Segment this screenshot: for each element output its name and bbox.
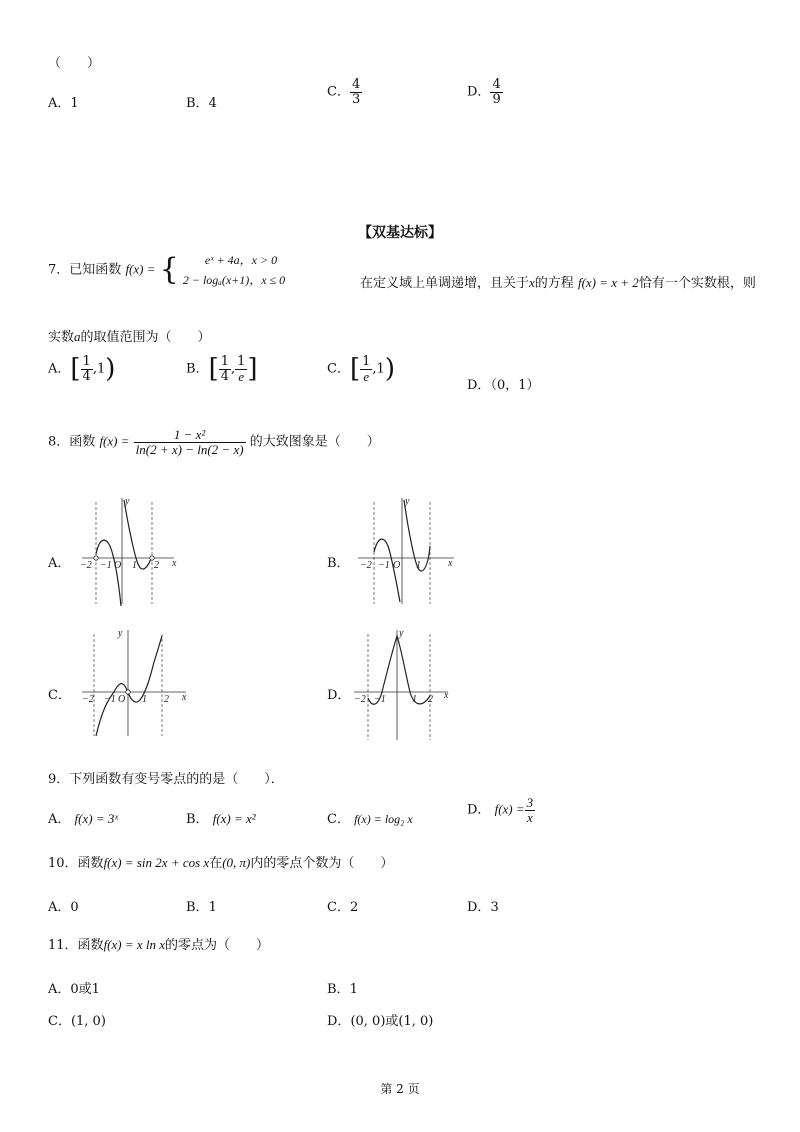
tick-label: 1 <box>142 694 147 705</box>
section-title: 【双基达标】 <box>358 225 442 241</box>
q7-stem-line2 <box>48 326 211 345</box>
option-label: B． <box>186 812 209 827</box>
option-label: A． <box>48 361 71 377</box>
option-value: （0，1） <box>490 378 540 393</box>
case-1: eˣ + 4a，x > 0 <box>204 253 278 267</box>
q7-var: x <box>529 275 535 290</box>
option-value: 2 <box>349 900 359 915</box>
q10-prefix: 函数 <box>77 856 104 871</box>
axis-label: y <box>125 496 130 507</box>
piecewise-cases <box>183 250 285 290</box>
option-value: 1 <box>208 900 217 915</box>
q9-option-b <box>186 808 256 827</box>
q7-stem-cont <box>360 272 756 291</box>
numerator: 1 <box>82 353 91 369</box>
open-point <box>126 690 130 694</box>
q6-option-a <box>48 92 79 111</box>
tick-label: 2 <box>154 560 159 571</box>
fraction <box>235 355 247 383</box>
option-label: A． <box>48 96 71 111</box>
fraction <box>219 355 231 383</box>
value: 1 <box>96 361 106 377</box>
q10-option-a <box>48 896 79 915</box>
numerator: 1 <box>362 353 371 369</box>
q7-equation: f(x) = x + 2 <box>577 275 639 290</box>
tick-label: O <box>393 560 401 571</box>
axis-label: x <box>448 558 453 569</box>
tick-label: 1 <box>132 560 137 571</box>
q8-stem <box>48 428 380 456</box>
q7-line2b: 的取值范围为（ ） <box>80 330 211 345</box>
option-label: D． <box>467 378 491 393</box>
option-label: D． <box>467 900 491 915</box>
q10-option-c <box>327 896 358 915</box>
tick-label: −2 <box>80 560 92 571</box>
q8-prefix: 函数 <box>69 434 96 450</box>
denominator: 4 <box>82 368 91 384</box>
tick-label: −1 <box>100 560 112 571</box>
q8-option-b-label: B． <box>327 556 350 571</box>
numerator: 3 <box>526 795 534 810</box>
question-number: 8． <box>48 434 70 450</box>
option-value: (1, 0) <box>70 1014 106 1029</box>
bracket: [ <box>70 354 81 384</box>
q8-fx: f(x) = <box>99 433 130 449</box>
option-label: C． <box>327 361 350 377</box>
q6-option-b <box>186 92 217 111</box>
option-label: B． <box>186 900 209 915</box>
q9-option-d <box>467 796 535 824</box>
option-label: B． <box>186 96 209 111</box>
option-label: B． <box>186 361 209 377</box>
q7-prefix: 已知函数 <box>69 262 122 278</box>
q10-interval: (0, π) <box>222 855 251 870</box>
case-2: 2 − logₐ(x+1)，x ≤ 0 <box>182 273 286 287</box>
option-value: 1 <box>70 96 79 111</box>
q11-stem <box>48 934 269 953</box>
value: 1 <box>376 361 385 377</box>
numerator: 4 <box>492 77 501 92</box>
denominator: e <box>238 368 245 384</box>
option-label: A． <box>48 900 71 915</box>
q11-expr: f(x) = x ln x <box>103 937 166 952</box>
page-number: 第 2 页 <box>380 1082 420 1096</box>
option-label: A． <box>48 982 71 997</box>
q11-option-d <box>327 1010 433 1029</box>
q7-option-a <box>48 354 115 384</box>
option-value: 4 <box>208 96 217 111</box>
q9-option-a <box>48 808 118 827</box>
separator: , <box>231 361 236 377</box>
axis-label: y <box>399 628 404 639</box>
axis-label: x <box>444 690 449 701</box>
numerator: 1 <box>220 353 229 369</box>
option-expr: f(x) = log₂ x <box>354 812 413 826</box>
denominator: e <box>363 368 370 384</box>
denominator: 4 <box>220 368 229 384</box>
fraction <box>350 78 362 106</box>
q7-option-b <box>186 354 258 384</box>
q8-graph-d <box>348 626 458 746</box>
bracket: [ <box>349 354 361 384</box>
q8-graph-a <box>74 494 184 610</box>
q10-suffix: 内的零点个数为（ ） <box>250 856 394 871</box>
question-number: 9． <box>48 772 70 787</box>
denominator: 3 <box>351 91 361 107</box>
option-label: C． <box>327 900 350 915</box>
tick-label: −2 <box>82 694 94 705</box>
curve <box>96 636 162 736</box>
q7-option-c <box>327 354 395 384</box>
bracket: ) <box>105 354 116 384</box>
q8-graph-b <box>344 494 464 610</box>
option-label: D． <box>467 84 491 100</box>
option-label: C． <box>48 1014 71 1029</box>
q6-paren: （ ） <box>48 56 101 71</box>
tick-label: −1 <box>374 694 386 705</box>
option-expr: f(x) = x² <box>212 811 256 826</box>
q6-option-c <box>327 78 362 106</box>
separator: , <box>92 361 97 377</box>
bracket: ) <box>384 354 395 384</box>
axis-label: x <box>172 558 177 569</box>
open-point <box>94 556 98 560</box>
option-value: 0 <box>70 900 79 915</box>
piecewise-brace: { <box>159 252 179 287</box>
option-value: 0或1 <box>70 982 100 997</box>
fraction <box>81 355 93 383</box>
bracket: ] <box>247 354 258 384</box>
tick-label: O <box>118 694 126 705</box>
denominator: x <box>527 809 533 825</box>
q7-a: a <box>74 329 81 344</box>
q11-prefix: 函数 <box>77 938 104 953</box>
q8-option-a-label: A． <box>48 556 71 571</box>
q9-text: 下列函数有变号零点的的是（ ）． <box>69 772 284 787</box>
option-label: C． <box>327 84 350 100</box>
q11-suffix: 的零点为（ ） <box>165 938 270 953</box>
fraction <box>490 78 502 106</box>
axis-label: y <box>405 496 410 507</box>
q7-mid2: 的方程 <box>534 276 574 291</box>
option-label: B． <box>327 982 350 997</box>
q10-stem <box>48 852 393 871</box>
q7-mid: 在定义域上单调递增，且关于 <box>360 276 530 291</box>
denominator: 9 <box>492 91 501 107</box>
question-number: 10． <box>48 856 78 871</box>
q9-stem <box>48 768 284 787</box>
option-value: 3 <box>490 900 499 915</box>
q10-option-b <box>186 896 217 915</box>
option-value: 1 <box>349 982 358 997</box>
numerator: 4 <box>351 77 361 92</box>
denominator: ln(2 + x) − ln(2 − x) <box>135 441 244 457</box>
tick-label: −2 <box>354 694 366 705</box>
q7-stem <box>48 250 285 290</box>
axis-label: x <box>182 692 187 703</box>
fraction <box>134 428 246 456</box>
q8-suffix: 的大致图象是（ ） <box>249 434 380 450</box>
separator: , <box>372 361 377 377</box>
q10-option-d <box>467 896 499 915</box>
question-number: 11． <box>48 938 78 953</box>
q8-option-d-label: D． <box>327 688 351 703</box>
q7-fx: f(x) = <box>125 261 156 277</box>
option-label: D． <box>467 802 491 818</box>
curve-left <box>96 540 121 606</box>
tick-label: O <box>114 560 122 571</box>
q9-option-c <box>327 808 413 827</box>
option-expr: f(x) = 3ˣ <box>74 811 119 826</box>
q10-expr: f(x) = sin 2x + cos x <box>103 855 210 870</box>
fraction <box>360 355 372 383</box>
tick-label: −2 <box>360 560 372 571</box>
bracket: [ <box>208 354 219 384</box>
tick-label: 1 <box>412 694 417 705</box>
curve-right <box>124 500 152 569</box>
option-fx: f(x) = <box>494 801 525 817</box>
question-number: 7． <box>48 262 70 278</box>
tick-label: −1 <box>104 694 116 705</box>
option-value: (0, 0)或(1, 0) <box>350 1014 434 1029</box>
fraction <box>525 796 536 824</box>
q8-option-c-label: C． <box>48 688 71 703</box>
numerator: 1 <box>237 353 246 369</box>
q8-graph-c <box>78 626 198 742</box>
numerator: 1 − x² <box>134 428 246 443</box>
q11-option-b <box>327 978 358 997</box>
q10-mid: 在 <box>209 856 223 871</box>
q7-option-d <box>467 374 539 393</box>
q7-suffix: 恰有一个实数根，则 <box>638 276 756 291</box>
q11-option-a <box>48 978 100 997</box>
q11-option-c <box>48 1010 106 1029</box>
option-label: D． <box>327 1014 351 1029</box>
q7-line2a: 实数 <box>48 330 75 345</box>
q6-option-d <box>467 78 503 106</box>
tick-label: −1 <box>378 560 390 571</box>
axis-label: y <box>118 628 123 639</box>
tick-label: 2 <box>428 694 433 705</box>
option-label: A． <box>48 812 71 827</box>
option-label: C． <box>327 812 350 827</box>
tick-label: 1 <box>416 560 421 571</box>
tick-label: 2 <box>164 694 169 705</box>
